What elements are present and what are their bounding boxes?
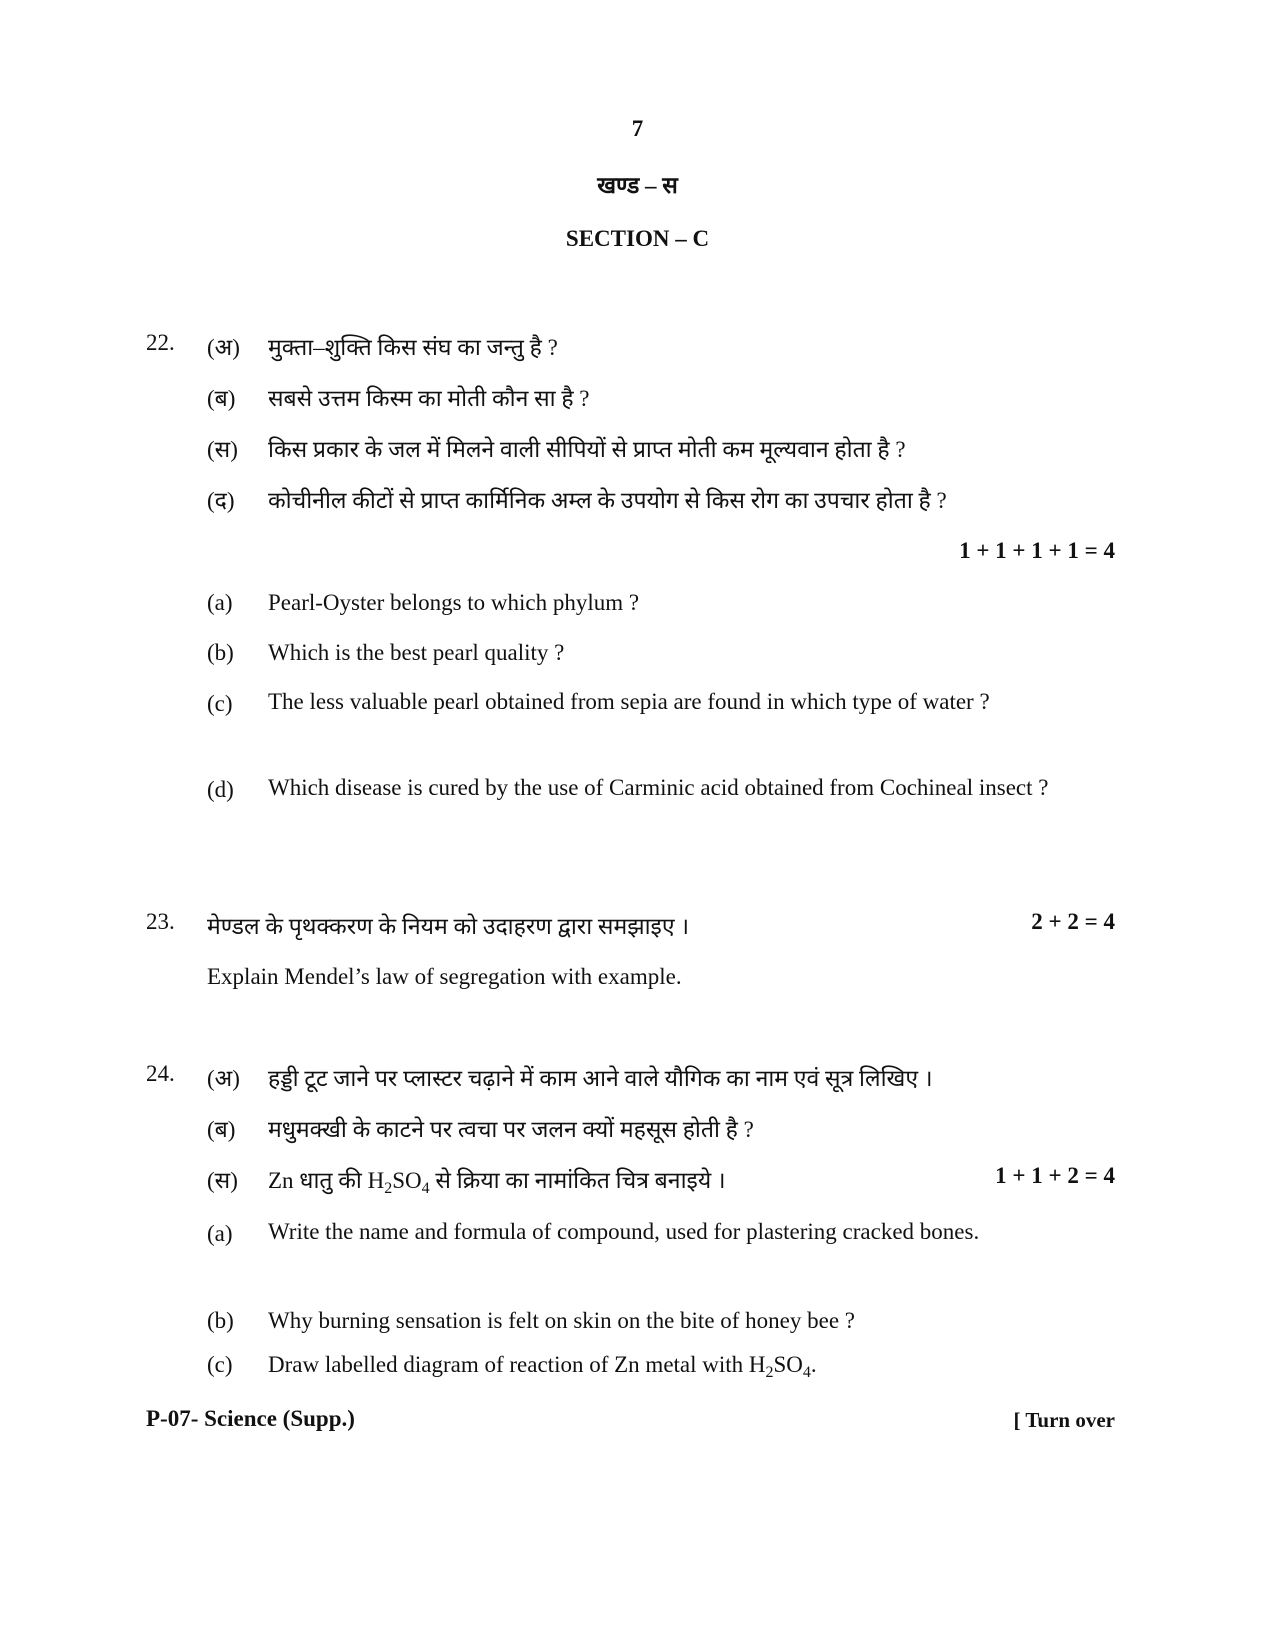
q22-hindi-label-c: (स) <box>207 437 238 462</box>
q22-hindi-text-d: कोचीनील कीटों से प्राप्त कार्मिनिक अम्ल के उपयोग से किस रोग का उपचार होता है ? <box>268 488 947 513</box>
q24-hindi-label-c: (स) <box>207 1168 238 1193</box>
q24-hindi-text-a: हड्डी टूट जाने पर प्लास्टर चढ़ाने में काम आने वाले यौगिक का नाम एवं सूत्र लिखिए । <box>268 1066 933 1091</box>
q22-marks: 1 + 1 + 1 + 1 = 4 <box>959 538 1115 563</box>
q22-hindi-label-d: (द) <box>207 488 235 513</box>
q23-marks: 2 + 2 = 4 <box>1031 909 1115 934</box>
q24-hindi-text-c: Zn धातु की $H_2SO_4$ से क्रिया का नामांकित चित्र बनाइये । <box>268 1168 726 1197</box>
q24-english-text-b: Why burning sensation is felt on skin on the bite of honey bee ? <box>268 1308 856 1333</box>
q24-english-label-c: (c) <box>207 1352 233 1377</box>
q22-english-text-b: Which is the best pearl quality ? <box>268 640 565 665</box>
q22-hindi-text-b: सबसे उत्तम किस्म का मोती कौन सा है ? <box>268 386 590 411</box>
q24-english-text-c: Draw labelled diagram of reaction of Zn metal with $H_2SO_4$. <box>268 1352 817 1381</box>
q24-hindi-text-b: मधुमक्खी के काटने पर त्वचा पर जलन क्यों महसूस होती है ? <box>268 1117 754 1142</box>
question-number-22: 22. <box>146 330 175 355</box>
q24-marks: 1 + 1 + 2 = 4 <box>995 1163 1115 1188</box>
q22-english-label-b: (b) <box>207 640 234 665</box>
q22-english-label-c: (c) <box>207 691 233 716</box>
q22-english-label-d: (d) <box>207 777 234 802</box>
section-title-english: SECTION – C <box>565 226 710 251</box>
page-number: 7 <box>631 116 644 141</box>
question-number-23: 23. <box>146 909 175 934</box>
footer-paper-code: P-07- Science (Supp.) <box>146 1406 355 1431</box>
q22-hindi-text-c: किस प्रकार के जल में मिलने वाली सीपियों से प्राप्त मोती कम मूल्यवान होता है ? <box>268 437 906 462</box>
q24-hindi-label-b: (ब) <box>207 1117 236 1142</box>
q22-hindi-label-b: (ब) <box>207 386 236 411</box>
q22-english-text-c: The less valuable pearl obtained from sepia are found in which type of water ? <box>268 689 990 714</box>
q24-english-text-a: Write the name and formula of compound, used for plastering cracked bones. <box>268 1219 980 1244</box>
q22-english-text-d: Which disease is cured by the use of Carminic acid obtained from Cochineal insect ? <box>268 775 1049 800</box>
q24-english-label-a: (a) <box>207 1221 233 1246</box>
section-title-hindi: खण्ड – स <box>597 173 678 198</box>
q23-english-text: Explain Mendel’s law of segregation with example. <box>207 964 682 989</box>
q23-hindi-text: मेण्डल के पृथक्करण के नियम को उदाहरण द्वारा समझाइए । <box>207 914 690 939</box>
q22-english-text-a: Pearl-Oyster belongs to which phylum ? <box>268 590 640 615</box>
q22-hindi-text-a: मुक्ता–शुक्ति किस संघ का जन्तु है ? <box>268 335 558 360</box>
q24-hindi-label-a: (अ) <box>207 1066 240 1091</box>
q22-english-label-a: (a) <box>207 590 233 615</box>
q24-english-label-b: (b) <box>207 1308 234 1333</box>
question-number-24: 24. <box>146 1061 175 1086</box>
footer-turn-over: [ Turn over <box>1013 1408 1115 1432</box>
q22-hindi-label-a: (अ) <box>207 335 240 360</box>
